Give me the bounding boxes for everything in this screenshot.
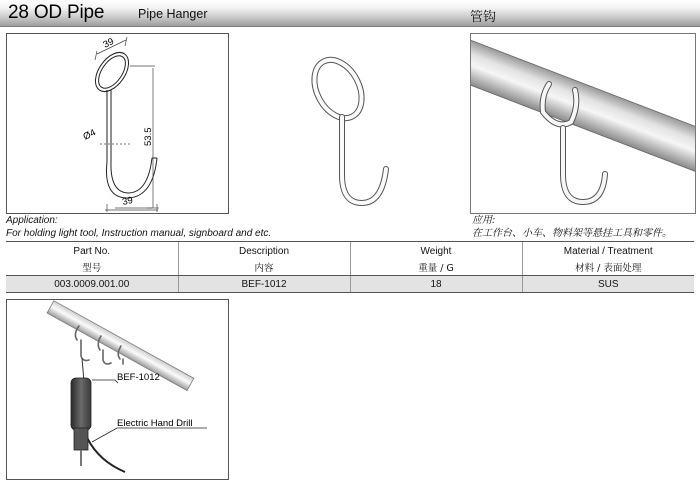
application-cn bbox=[472, 214, 672, 240]
cell-description: BEF-1012 bbox=[178, 276, 350, 293]
header-material-cn: 材料 / 表面处理 bbox=[522, 259, 694, 276]
dim-wire-label: Ø4 bbox=[81, 127, 98, 143]
part-callout-label: BEF-1012 bbox=[117, 372, 160, 383]
application-label-cn: 应用: bbox=[472, 215, 496, 226]
page-title: 28 OD Pipe bbox=[8, 2, 105, 23]
dim-bottom-label: 39 bbox=[121, 194, 134, 208]
table-header-row-en bbox=[6, 242, 694, 260]
hanger-3d-view bbox=[300, 33, 420, 213]
usage-example bbox=[6, 299, 229, 480]
header-part-no: Part No. bbox=[6, 242, 178, 260]
application-text-cn: 在工作台、小车、物料架等悬挂工具和零件。 bbox=[472, 228, 672, 239]
table-row bbox=[6, 276, 694, 293]
header-material: Material / Treatment bbox=[522, 242, 694, 260]
usage-scene-svg bbox=[7, 300, 228, 479]
application-label-en: Application: bbox=[6, 215, 58, 226]
header-description: Description bbox=[178, 242, 350, 260]
hanger-on-pipe-view bbox=[470, 33, 696, 214]
table-header-row-cn bbox=[6, 259, 694, 276]
header-weight-cn: 重量 / G bbox=[350, 259, 522, 276]
spec-table bbox=[6, 241, 694, 293]
cell-weight: 18 bbox=[350, 276, 522, 293]
tool-callout-label: Electric Hand Drill bbox=[117, 418, 193, 429]
pipe-scene-svg bbox=[471, 34, 695, 213]
hanger-3d-svg bbox=[300, 33, 420, 213]
header-description-cn: 内容 bbox=[178, 259, 350, 276]
application-text-en: For holding light tool, Instruction manual, signboard and etc. bbox=[6, 228, 272, 239]
hanger-drawing-svg bbox=[7, 34, 228, 213]
dim-top-label: 39 bbox=[101, 36, 116, 51]
page-subtitle: Pipe Hanger bbox=[138, 7, 208, 21]
cell-material: SUS bbox=[522, 276, 694, 293]
header-part-no-cn: 型号 bbox=[6, 259, 178, 276]
cell-part-no: 003.0009.001.00 bbox=[6, 276, 178, 293]
header-bar bbox=[0, 0, 700, 27]
application-en bbox=[6, 214, 271, 240]
page-title-cn: 管钩 bbox=[470, 10, 497, 25]
dim-height-label: 53.5 bbox=[143, 127, 154, 146]
technical-drawing bbox=[6, 33, 229, 214]
header-weight: Weight bbox=[350, 242, 522, 260]
